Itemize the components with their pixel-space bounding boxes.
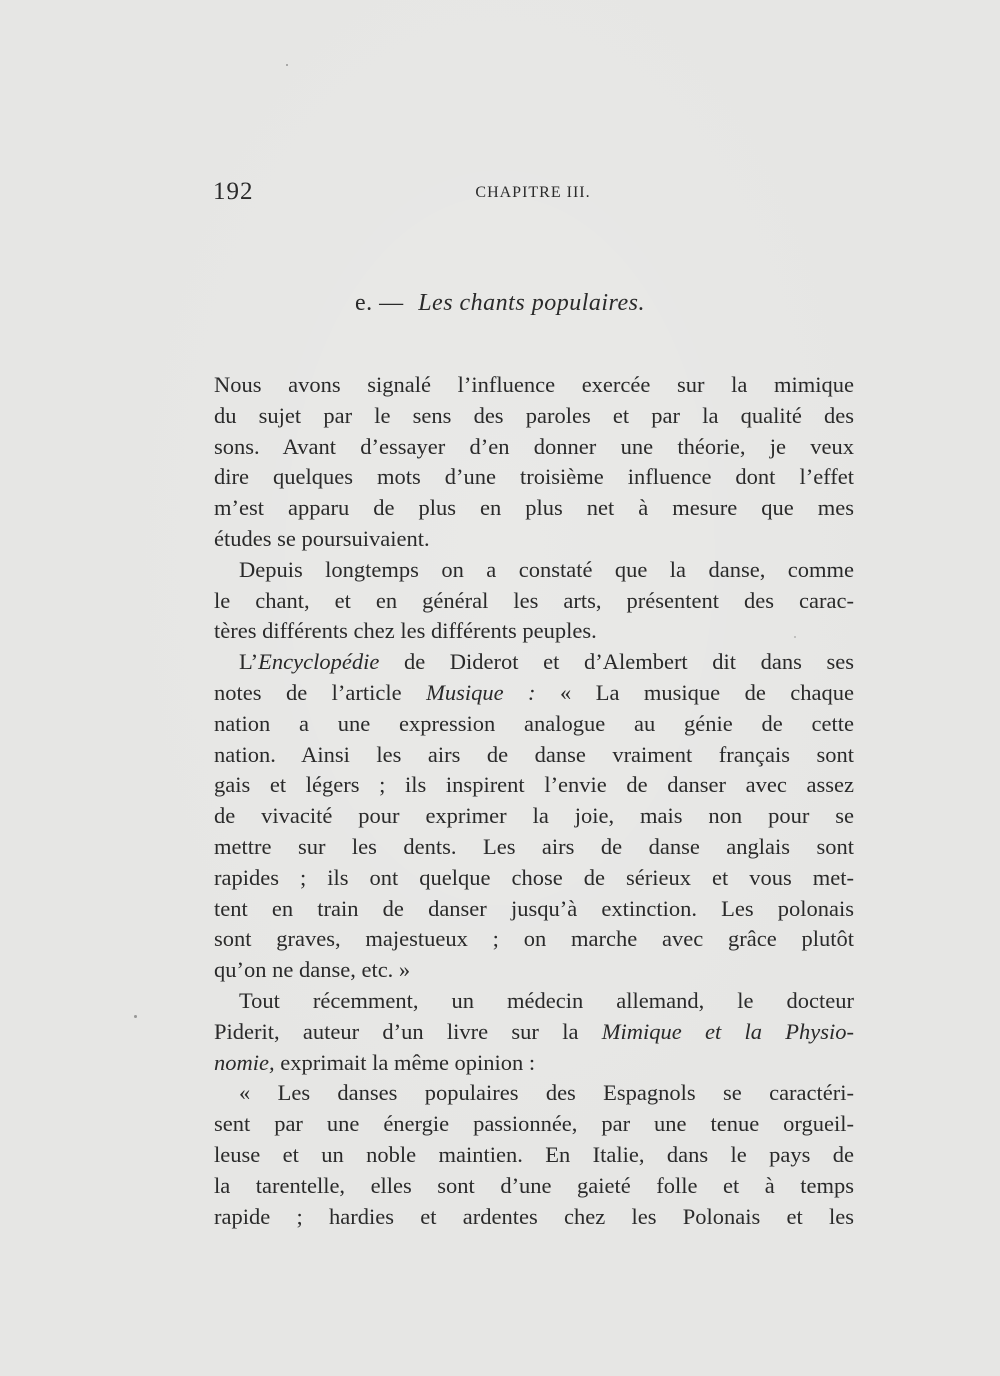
text-segment: L’ (239, 649, 259, 675)
text-segment: gais et légers ; ils inspirent l’envie de danser avec assez (214, 772, 854, 798)
text-line (214, 1017, 854, 1048)
text-segment: le chant, et en général les arts, présentent des carac- (214, 587, 854, 613)
text-line (214, 1048, 854, 1079)
text-line (214, 740, 854, 771)
text-line (214, 863, 854, 894)
text-line (214, 370, 854, 401)
text-line (214, 586, 854, 617)
text-line (214, 555, 854, 586)
text-segment: études se poursuivaient. (214, 525, 430, 551)
text-segment: qu’on ne danse, etc. » (214, 957, 411, 983)
text-line (214, 462, 854, 493)
page-header (213, 178, 853, 208)
text-line (214, 801, 854, 832)
text-segment: sons. Avant d’essayer d’en donner une théorie, je veux (214, 433, 854, 459)
text-segment: la tarentelle, elles sont d’une gaieté folle et à temps (214, 1172, 854, 1198)
italic-text: Musique : (426, 679, 536, 705)
running-head: CHAPITRE III. (475, 184, 591, 201)
text-segment: exprimait la même opinion : (274, 1049, 536, 1075)
text-line (214, 832, 854, 863)
text-line (214, 955, 854, 986)
text-segment: sent par une énergie passionnée, par une tenue orgueil- (214, 1111, 854, 1137)
text-line (214, 432, 854, 463)
text-segment: « La musique de chaque (535, 679, 855, 705)
body-text (214, 370, 854, 1232)
text-line (214, 1109, 854, 1140)
text-line (214, 647, 854, 678)
text-line (214, 616, 854, 647)
text-segment: tent en train de danser jusqu’à extinction. Les polonais (214, 895, 854, 921)
text-segment: de vivacité pour exprimer la joie, mais non pour se (214, 803, 854, 829)
italic-text: Mimique et la Physio- (601, 1018, 854, 1044)
text-segment: nation. Ainsi les airs de danse vraiment français sont (214, 741, 854, 767)
text-segment: Piderit, auteur d’un livre sur la (214, 1018, 602, 1044)
text-segment: nation a une expression analogue au génie de cette (214, 710, 854, 736)
text-segment: tères différents chez les différents peuples. (214, 618, 597, 644)
text-segment: m’est apparu de plus en plus net à mesure que mes (214, 495, 854, 521)
dust-speck (134, 1015, 137, 1018)
text-line (214, 924, 854, 955)
page-number: 192 (213, 178, 254, 205)
italic-text: nomie, (214, 1049, 275, 1075)
text-segment: Tout récemment, un médecin allemand, le docteur (239, 987, 854, 1013)
text-segment: rapides ; ils ont quelque chose de sérieux et vous met- (214, 864, 854, 890)
text-segment: du sujet par le sens des paroles et par la qualité des (214, 402, 854, 428)
section-title: Les chants populaires. (418, 290, 645, 316)
dust-speck (286, 64, 288, 66)
text-line (214, 1202, 854, 1233)
text-segment: Nous avons signalé l’influence exercée sur la mimique (214, 372, 854, 397)
text-line (214, 894, 854, 925)
text-segment: mettre sur les dents. Les airs de danse anglais sont (214, 833, 854, 859)
text-line (214, 524, 854, 555)
text-segment: de Diderot et d’Alembert dit dans ses (379, 649, 854, 675)
text-segment: « Les danses populaires des Espagnols se caractéri- (239, 1080, 854, 1106)
text-line (214, 1078, 854, 1109)
text-segment: sont graves, majestueux ; on marche avec grâce plutôt (214, 926, 854, 952)
section-label: e. — (355, 290, 404, 316)
text-line (214, 770, 854, 801)
text-line (214, 1171, 854, 1202)
section-heading (0, 290, 1000, 317)
text-segment: dire quelques mots d’une troisième influence dont l’effet (214, 464, 854, 490)
text-segment: rapide ; hardies et ardentes chez les Polonais et les (214, 1203, 854, 1229)
text-line (214, 986, 854, 1017)
italic-text: Encyclopédie (258, 649, 380, 675)
text-segment: leuse et un noble maintien. En Italie, dans le pays de (214, 1141, 854, 1167)
text-segment: notes de l’article (214, 679, 427, 705)
text-line (214, 678, 854, 709)
text-segment: Depuis longtemps on a constaté que la danse, comme (239, 556, 854, 582)
text-line (214, 401, 854, 432)
text-line (214, 493, 854, 524)
text-line (214, 709, 854, 740)
text-line (214, 1140, 854, 1171)
